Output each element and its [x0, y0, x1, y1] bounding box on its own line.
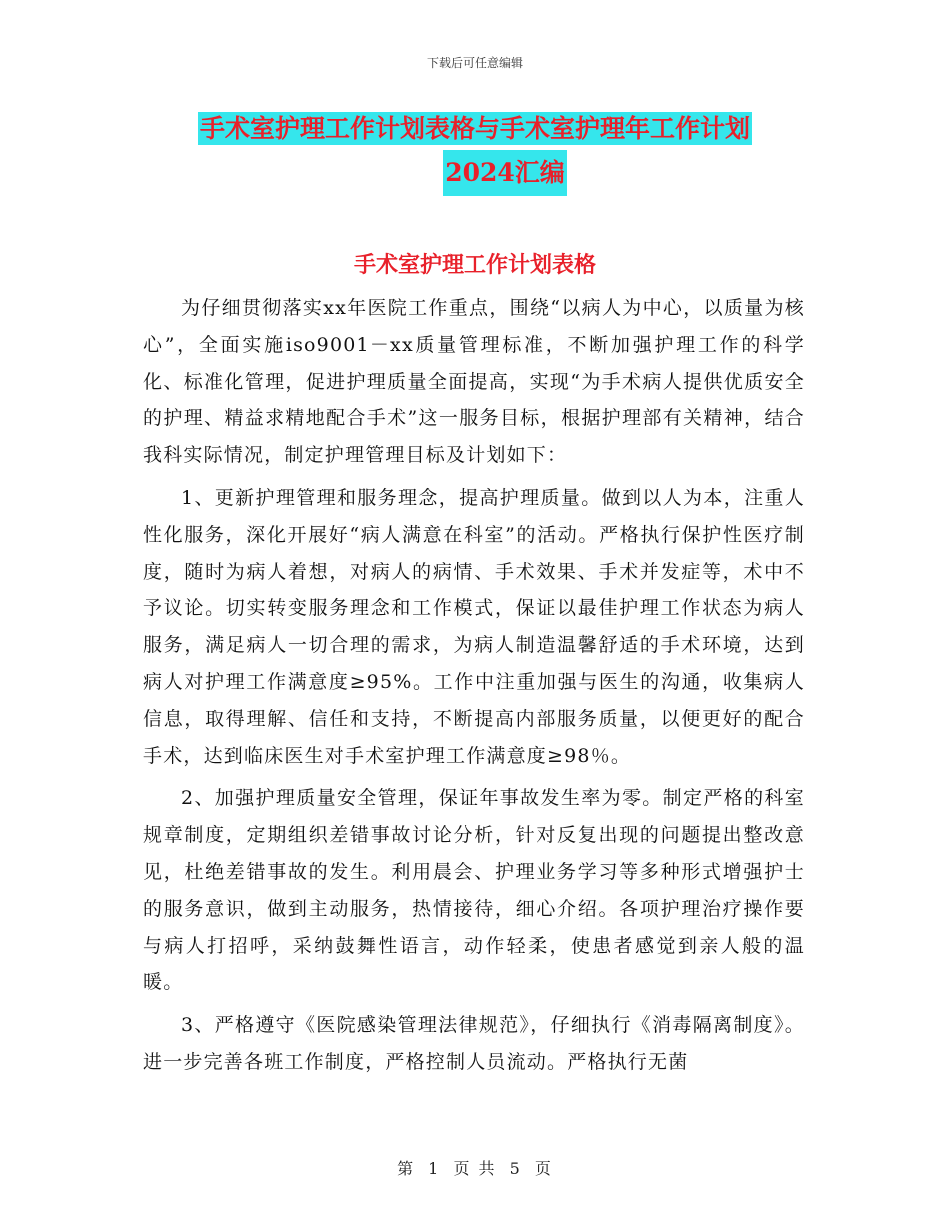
paragraph-intro: 为仔细贯彻落实xx年医院工作重点，围绕“以病人为中心，以质量为核心”，全面实施iso9001－xx质量管理标准，不断加强护理工作的科学化、标准化管理，促进护理质量全面提高，实现“为手术病人提供优质安全的护理、精益求精地配合手术”这一服务目标，根据护理部有关精神，结合我科实际情况，制定护理管理目标及计划如下：	[143, 297, 805, 467]
page-footer	[0, 1156, 950, 1179]
footer-middle: 页 共	[453, 1159, 497, 1178]
document-title	[0, 108, 950, 196]
footer-suffix: 页	[534, 1159, 553, 1178]
footer-prefix: 第	[397, 1159, 416, 1178]
paragraph-item-2: 2、加强护理质量安全管理，保证年事故发生率为零。制定严格的科室规章制度，定期组织差错事故讨论分析，针对反复出现的问题提出整改意见，杜绝差错事故的发生。利用晨会、护理业务学习等多种形式增强护士的服务意识，做到主动服务，热情接待，细心介绍。各项护理治疗操作要与病人打招呼，采纳鼓舞性语言，动作轻柔，使患者感觉到亲人般的温暖。	[143, 787, 805, 994]
document-body	[143, 290, 805, 1087]
footer-page-number: 1	[428, 1159, 441, 1178]
paragraph-item-1: 1、更新护理管理和服务理念，提高护理质量。做到以人为本，注重人性化服务，深化开展好“病人满意在科室”的活动。严格执行保护性医疗制度，随时为病人着想，对病人的病情、手术效果、手术并发症等，术中不予议论。切实转变服务理念和工作模式，保证以最佳护理工作状态为病人服务，满足病人一切合理的需求，为病人制造温馨舒适的手术环境，达到病人对护理工作满意度≥95%。工作中注重加强与医生的沟通，收集病人信息，取得理解、信任和支持，不断提高内部服务质量，以便更好的配合手术，达到临床医生对手术室护理工作满意度≥98％。	[143, 486, 805, 767]
document-title-line1: 手术室护理工作计划表格与手术室护理年工作计划	[199, 114, 750, 143]
section-title: 手术室护理工作计划表格	[353, 252, 596, 278]
footer-total-pages: 5	[509, 1159, 522, 1178]
paragraph-item-3: 3、严格遵守《医院感染管理法律规范》，仔细执行《消毒隔离制度》。进一步完善各班工作制度，严格控制人员流动。严格执行无菌	[143, 1014, 805, 1073]
header-note: 下载后可任意编辑	[426, 56, 523, 70]
document-title-line2: 2024汇编	[443, 150, 567, 196]
